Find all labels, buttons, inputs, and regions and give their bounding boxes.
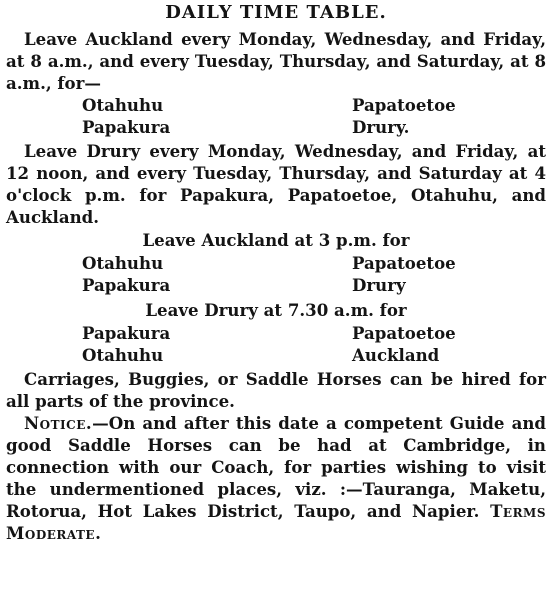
destination-otahuhu: Otahuhu	[82, 95, 164, 115]
auckland-afternoon-heading: Leave Auckland at 3 p.m. for	[142, 230, 410, 250]
destination-otahuhu: Otahuhu	[82, 345, 164, 365]
drury-morning-destinations	[6, 322, 546, 368]
destination-otahuhu: Otahuhu	[82, 253, 164, 273]
notice-label: Notice.	[24, 413, 93, 433]
terms-label: Terms Moderate.	[6, 501, 546, 543]
carriages-paragraph: Carriages, Buggies, or Saddle Horses can be hired for all parts of the province.	[6, 369, 546, 411]
destination-papatoetoe: Papatoetoe	[352, 323, 456, 343]
destination-papakura: Papakura	[82, 275, 171, 295]
auckland-afternoon-destinations	[6, 252, 546, 298]
destination-papatoetoe: Papatoetoe	[352, 95, 456, 115]
notice-paragraph	[6, 412, 546, 544]
destination-papakura: Papakura	[82, 323, 171, 343]
drury-departure-paragraph: Leave Drury every Monday, Wednesday, and Friday, at 12 noon, and every Tuesday, Thursday, and Saturday at 4 o'clock p.m. for Papakura, Papatoetoe, Otahuhu, and Auckland.	[6, 141, 546, 227]
destination-papatoetoe: Papatoetoe	[352, 253, 456, 273]
destination-papakura: Papakura	[82, 117, 171, 137]
destination-drury: Drury	[352, 275, 406, 295]
auckland-departure-paragraph: Leave Auckland every Monday, Wednesday, and Friday, at 8 a.m., and every Tuesday, Thursday, and Saturday, at 8 a.m., for—	[6, 29, 546, 93]
timetable-heading: DAILY TIME TABLE.	[165, 2, 387, 23]
drury-morning-heading: Leave Drury at 7.30 a.m. for	[145, 300, 407, 320]
destination-auckland: Auckland	[352, 345, 440, 365]
destination-drury: Drury.	[352, 117, 410, 137]
auckland-morning-destinations	[6, 94, 546, 140]
notice-text: —On and after this date a competent Guide and good Saddle Horses can be had at Cambridge, in connection with our Coach, for parties wishing to visit the undermentioned places, viz. :—Tauranga, Maketu, Rotorua, Hot Lakes District, Taupo, and Napier.	[6, 413, 546, 521]
